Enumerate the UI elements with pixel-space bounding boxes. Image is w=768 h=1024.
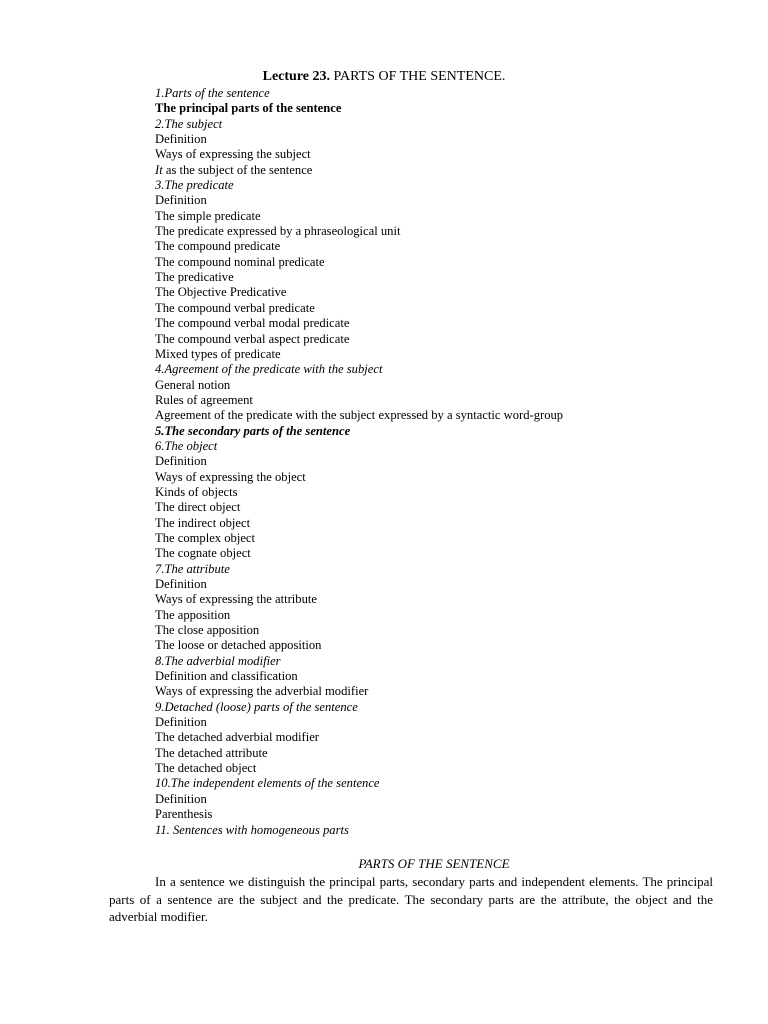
- outline-subtopic: The detached adverbial modifier: [155, 730, 319, 745]
- outline-subtopic: Rules of agreement: [155, 392, 253, 407]
- outline-subtopic: Ways of expressing the adverbial modifier: [155, 684, 369, 699]
- outline-subtopic: The compound verbal predicate: [155, 300, 315, 315]
- outline-subtopic: The simple predicate: [155, 208, 261, 223]
- outline-subtopic: The detached attribute: [155, 745, 268, 760]
- section-heading: PARTS OF THE SENTENCE: [358, 856, 510, 871]
- outline-subtopic: The predicative: [155, 270, 234, 285]
- outline-subtopic: The loose or detached apposition: [155, 638, 322, 653]
- outline-heading: 8.The adverbial modifier: [155, 653, 281, 668]
- outline-subtopic: Parenthesis: [155, 807, 213, 822]
- outline-subtopic: Definition: [155, 454, 207, 469]
- outline-subtopic: Mixed types of predicate: [155, 346, 281, 361]
- outline-subtopic: The compound verbal aspect predicate: [155, 331, 350, 346]
- outline-heading: 2.The subject: [155, 116, 223, 131]
- intro-paragraph: In a sentence we distinguish the principal parts, secondary parts and independent elements. The principal parts of a sentence are the subject and the predicate. The secondary parts are the attribute, the object and the adverbial modifier.: [109, 874, 713, 925]
- outline-subtopic: The detached object: [155, 761, 257, 776]
- outline-subtopic: Agreement of the predicate with the subject expressed by a syntactic word-group: [155, 408, 564, 423]
- outline-subtopic: Kinds of objects: [155, 484, 238, 499]
- outline-subtopic: The indirect object: [155, 515, 251, 530]
- outline-subtopic: Definition: [155, 577, 207, 591]
- outline-subtopic: Definition: [155, 193, 207, 208]
- topic-outline: [155, 86, 715, 838]
- outline-heading: 5.The secondary parts of the sentence: [155, 423, 351, 438]
- outline-subtopic: The Objective Predicative: [155, 285, 287, 300]
- outline-subtopic: The apposition: [155, 607, 231, 622]
- outline-subtopic: Definition: [155, 132, 207, 147]
- outline-emphasis: It: [155, 162, 163, 177]
- outline-heading: 4.Agreement of the predicate with the subject: [155, 362, 383, 377]
- outline-heading: 9.Detached (loose) parts of the sentence: [155, 699, 358, 714]
- outline-heading: 1.Parts of the sentence: [155, 86, 270, 100]
- outline-subtopic: The compound verbal modal predicate: [155, 316, 350, 331]
- outline-heading: 10.The independent elements of the sentence: [155, 776, 380, 791]
- outline-subtopic: [155, 163, 715, 178]
- outline-heading: 6.The object: [155, 438, 218, 453]
- outline-heading: 7.The attribute: [155, 561, 230, 576]
- outline-subtopic: The predicate expressed by a phraseological unit: [155, 224, 401, 239]
- lecture-title-text: PARTS OF THE SENTENCE.: [330, 69, 506, 84]
- outline-subtopic: The complex object: [155, 530, 256, 545]
- outline-subtopic: Ways of expressing the object: [155, 469, 306, 484]
- outline-heading: 11. Sentences with homogeneous parts: [155, 822, 349, 837]
- outline-subtopic: The close apposition: [155, 623, 260, 638]
- outline-subtopic: Ways of expressing the subject: [155, 147, 311, 162]
- outline-subtopic: The compound predicate: [155, 239, 281, 254]
- outline-heading: The principal parts of the sentence: [155, 101, 342, 116]
- outline-heading: 3.The predicate: [155, 178, 234, 193]
- lecture-title: [0, 68, 768, 86]
- outline-subtopic: Ways of expressing the attribute: [155, 592, 317, 607]
- outline-subtopic: The direct object: [155, 500, 241, 515]
- outline-subtopic: Definition and classification: [155, 669, 298, 684]
- outline-subtopic: The cognate object: [155, 546, 251, 561]
- outline-subtopic-text: as the subject of the sentence: [162, 162, 313, 177]
- outline-subtopic: The compound nominal predicate: [155, 254, 325, 269]
- outline-subtopic: Definition: [155, 715, 207, 730]
- lecture-number: Lecture 23.: [262, 69, 331, 84]
- outline-subtopic: Definition: [155, 791, 207, 806]
- outline-subtopic: General notion: [155, 377, 231, 392]
